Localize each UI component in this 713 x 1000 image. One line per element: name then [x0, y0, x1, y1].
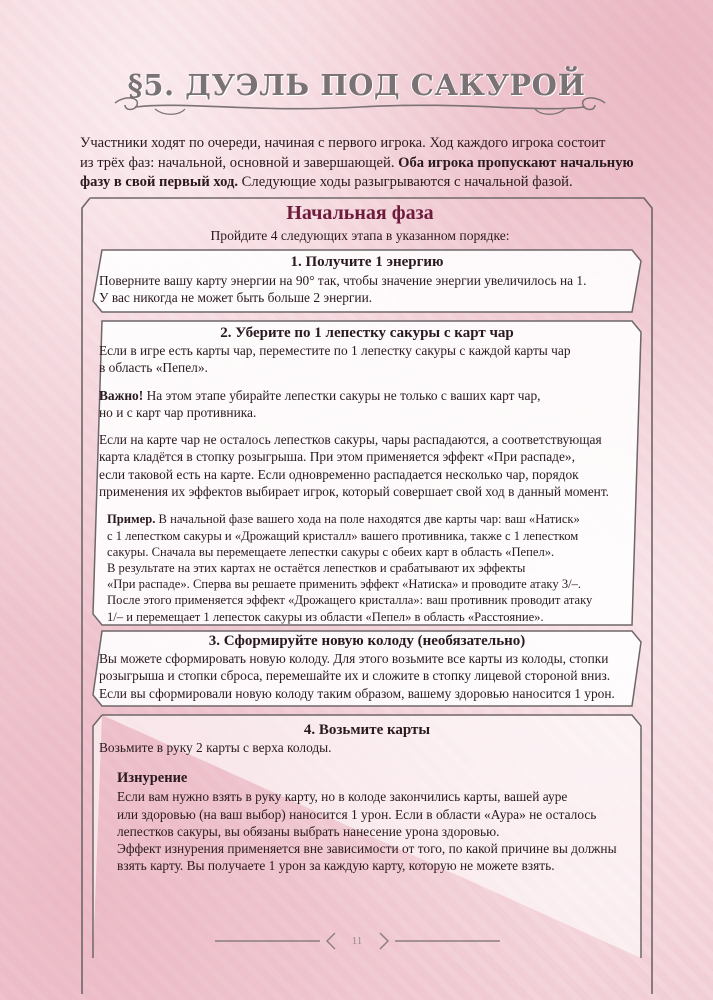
intro-line-3-bold: фазу в свой первый ход.: [80, 174, 239, 190]
intro-line-2: из трёх фаз: начальной, основной и завершающей.: [80, 154, 399, 171]
step-1-text: Поверните вашу карту энергии на 90° так, чтобы значение энергии увеличилось на 1. У вас никогда не может быть больше 2 энергии.: [99, 273, 587, 306]
step-2-paragraph-1: Если в игре есть карты чар, переместите по 1 лепестку сакуры с каждой карты чар в область «Пепел».: [99, 343, 571, 376]
title-ornament-icon: [95, 93, 625, 119]
section-header: [0, 58, 713, 120]
phase-subtitle: Пройдите 4 следующих этапа в указанном порядке:: [210, 228, 510, 243]
step-3-box: [92, 630, 642, 707]
intro-line-2-bold: Оба игрока пропускают начальную: [398, 154, 634, 171]
fatigue-section: [92, 770, 642, 874]
fatigue-text: Если вам нужно взять в руку карту, но в колоде закончились карты, вашей ауре или здоровью (на ваш выбор) наносится 1 урон. Если в области «Аура» не осталось лепестков сакуры, вы обязаны выбрать нанесение урона здоровью. Эффект изнурения применяется вне зависимости от того, по какой причине вы должны взять карту. Вы получаете 1 урон за каждую карту, которую не можете взять.: [117, 789, 617, 874]
step-1-box: [92, 249, 642, 313]
step-2-example: [92, 511, 642, 624]
intro-paragraph: [80, 134, 670, 193]
step-2-important-label: Важно!: [99, 387, 144, 403]
phase-title: Начальная фаза: [286, 202, 434, 224]
step-1-title: 1. Получите 1 энергию: [290, 254, 444, 270]
example-label: Пример.: [107, 512, 156, 527]
step-4-box: [92, 714, 642, 958]
intro-line-3: Следующие ходы разыгрываются с начальной фазой.: [238, 174, 573, 190]
step-4-text: Возьмите в руку 2 карты с верха колоды.: [99, 740, 332, 755]
page-number: 11: [351, 935, 363, 947]
intro-line-1: Участники ходят по очереди, начиная с первого игрока. Ход каждого игрока состоит: [80, 135, 606, 151]
step-3-title: 3. Сформируйте новую колоду (необязательно): [208, 633, 526, 649]
step-3-text: Вы можете сформировать новую колоду. Для этого возьмите все карты из колоды, стопки розыгрыша и стопки сброса, перемешайте их и сложите в стопку лицевой стороной вниз. Если вы сформировали новую колоду таким образом, вашему здоровью наносится 1 урон.: [99, 651, 615, 701]
step-2-paragraph-2: [92, 387, 642, 422]
step-2-box: [92, 320, 642, 626]
example-text: В начальной фазе вашего хода на поле находятся две карты чар: ваш «Натиск» с 1 лепестком сакуры и «Дрожащий кристалл» вашего противника, также с 1 лепестком сакуры. Сначала вы перемещаете лепестки сакуры с обеих карт в область «Пепел». В результате на этих картах не остаётся лепестков и срабатывают их эффекты «При распаде». Сперва вы решаете применить эффект «Натиска» и проводите атаку 3/–. После этого применяется эффект «Дрожащего кристалла»: ваш противник проводит атаку 1/– и перемещает 1 лепесток сакуры из области «Пепел» в область «Расстояние».: [107, 512, 593, 624]
step-2-title: 2. Уберите по 1 лепестку сакуры с карт чар: [220, 325, 514, 341]
step-2-paragraph-3: Если на карте чар не осталось лепестков сакуры, чары распадаются, а соответствующая карта кладётся в стопку розыгрыша. При этом применяется эффект «При распаде», если таковой есть на карте. Если одновременно распадается несколько чар, порядок применения их эффектов выбирает игрок, который совершает свой ход в данный момент.: [99, 432, 610, 500]
section-title: §5. ДУЭЛЬ ПОД САКУРОЙ: [127, 68, 586, 102]
step-2-important-text: На этом этапе убирайте лепестки сакуры не только с ваших карт чар, но и с карт чар противника.: [99, 387, 541, 420]
step-4-title: 4. Возьмите карты: [303, 722, 431, 738]
fatigue-title: Изнурение: [117, 770, 188, 787]
